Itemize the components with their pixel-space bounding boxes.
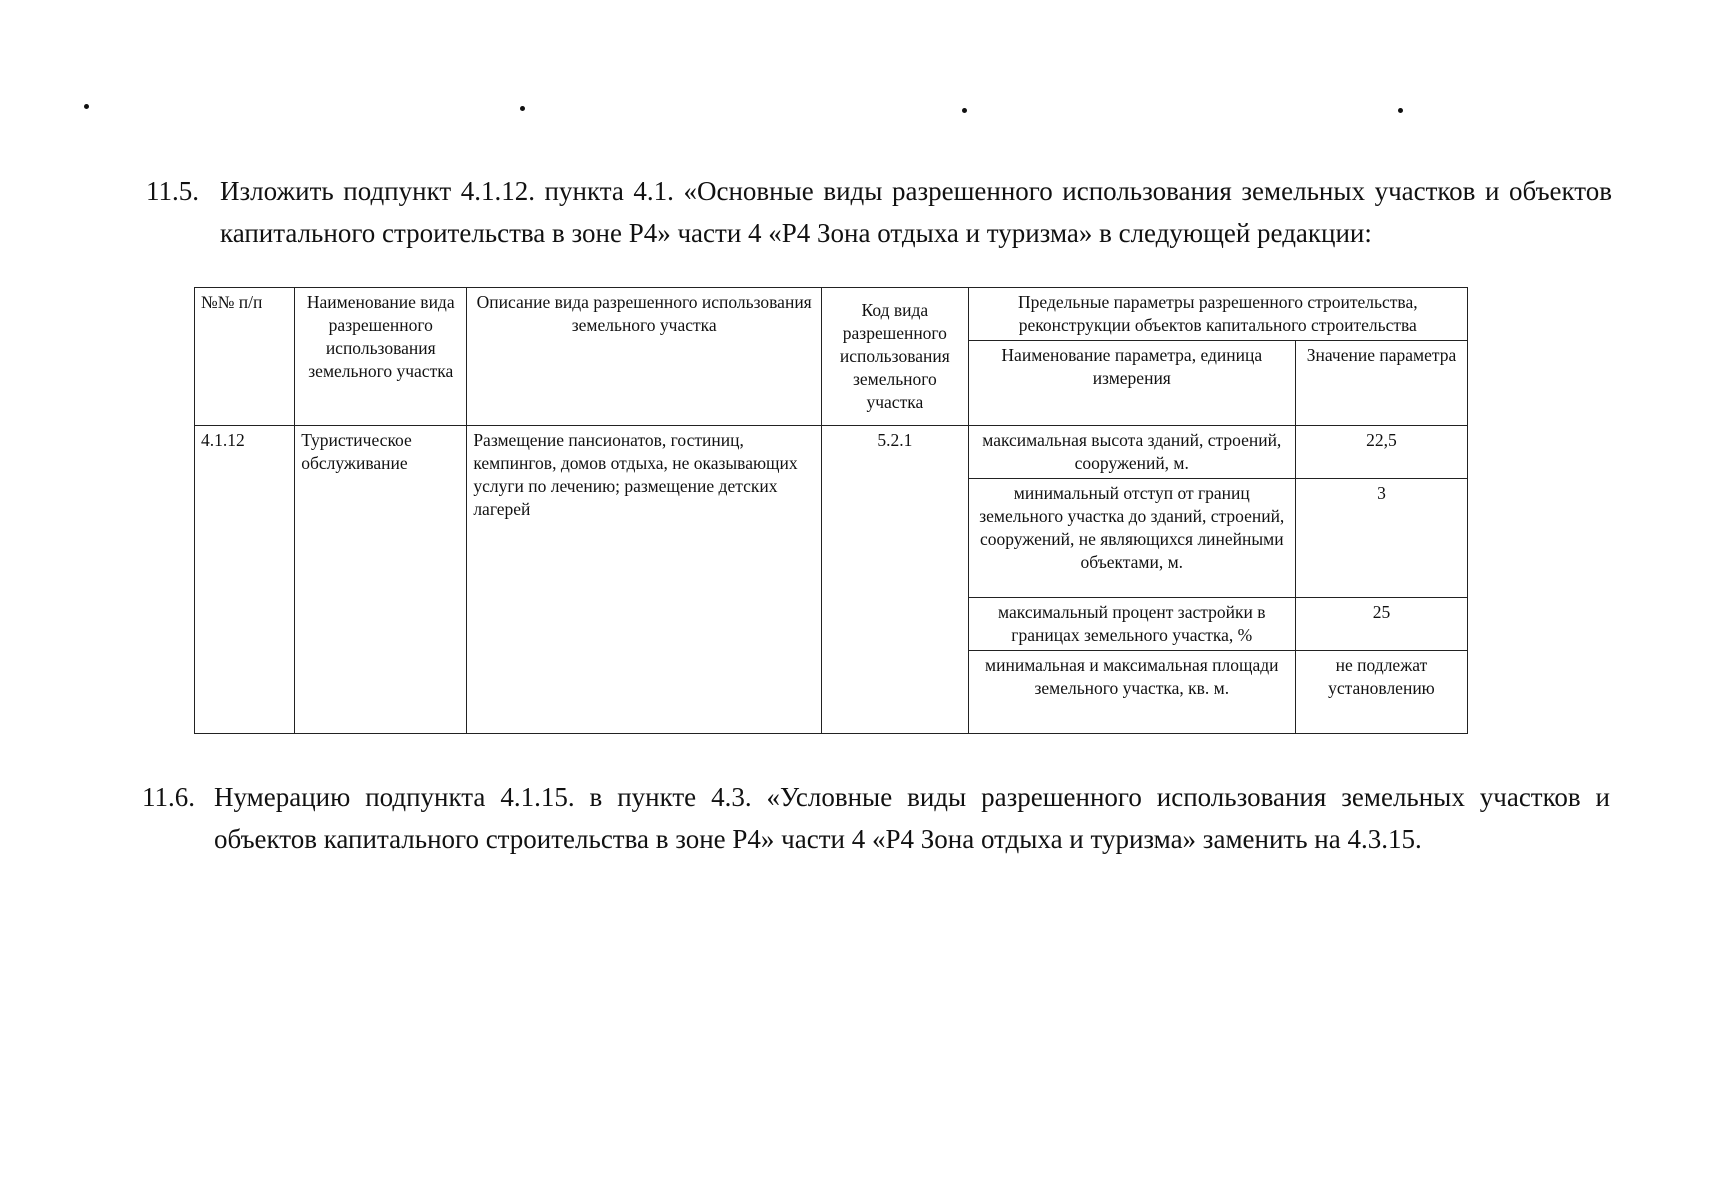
cell-param-value: не подлежат установлению	[1295, 651, 1467, 734]
cell-param-name: минимальная и максимальная площади земельного участка, кв. м.	[968, 651, 1295, 734]
header-num: №№ п/п	[195, 288, 295, 426]
cell-param-name: максимальный процент застройки в границах земельного участка, %	[968, 598, 1295, 651]
paragraph-text: Изложить подпункт 4.1.12. пункта 4.1. «Основные виды разрешенного использования земельных участков и объектов капитального строительства в зоне Р4» части 4 «Р4 Зона отдыха и туризма» в следующей редакции:	[220, 176, 1612, 248]
cell-param-name: минимальный отступ от границ земельного участка до зданий, строений, сооружений, не являющихся линейными объектами, м.	[968, 479, 1295, 598]
header-name: Наименование вида разрешенного использования земельного участка	[295, 288, 467, 426]
cell-param-value: 25	[1295, 598, 1467, 651]
cell-param-name: максимальная высота зданий, строений, сооружений, м.	[968, 426, 1295, 479]
scan-speck	[520, 106, 525, 111]
cell-num: 4.1.12	[195, 426, 295, 734]
header-limits: Предельные параметры разрешенного строительства, реконструкции объектов капитального строительства	[968, 288, 1467, 341]
paragraph-number: 11.6.	[142, 782, 195, 812]
header-param-name: Наименование параметра, единица измерения	[968, 341, 1295, 426]
scan-speck	[84, 104, 89, 109]
cell-name: Туристическое обслуживание	[295, 426, 467, 734]
table-header-row	[195, 288, 1468, 341]
cell-code: 5.2.1	[822, 426, 969, 734]
header-param-value: Значение параметра	[1295, 341, 1467, 426]
header-code: Код вида разрешенного использования земельного участка	[822, 288, 969, 426]
land-use-table	[194, 287, 1468, 734]
paragraph-text: Нумерацию подпункта 4.1.15. в пункте 4.3. «Условные виды разрешенного использования земельных участков и объектов капитального строительства в зоне Р4» части 4 «Р4 Зона отдыха и туризма» заменить на 4.3.15.	[214, 782, 1610, 854]
scan-speck	[962, 108, 967, 113]
scan-speck	[1398, 108, 1403, 113]
paragraph-11-5	[146, 170, 1612, 254]
header-description: Описание вида разрешенного использования земельного участка	[467, 288, 822, 426]
paragraph-number: 11.5.	[146, 176, 199, 206]
paragraph-11-6	[142, 776, 1610, 860]
cell-param-value: 22,5	[1295, 426, 1467, 479]
table-row	[195, 426, 1468, 479]
cell-param-value: 3	[1295, 479, 1467, 598]
cell-description: Размещение пансионатов, гостиниц, кемпингов, домов отдыха, не оказывающих услуги по лечению; размещение детских лагерей	[467, 426, 822, 734]
